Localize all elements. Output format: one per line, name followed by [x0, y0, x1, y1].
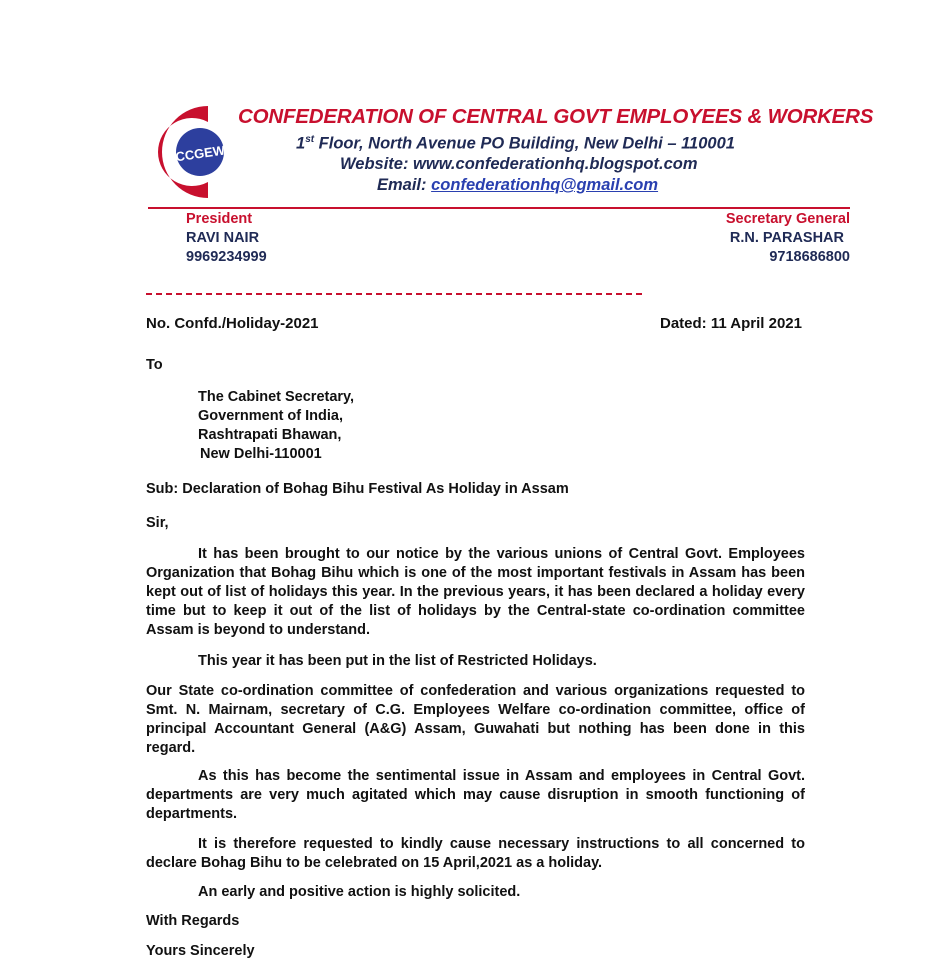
email-label: Email:: [377, 176, 432, 194]
organization-address: [296, 134, 735, 154]
reference-number: No. Confd./Holiday-2021: [146, 315, 319, 332]
subject-line: Sub: Declaration of Bohag Bihu Festival As Holiday in Assam: [146, 481, 569, 497]
letterhead-divider: [148, 207, 850, 209]
address-floor-number: 1: [296, 134, 306, 153]
secretary-general-block: [726, 210, 850, 267]
addressee-line: Rashtrapati Bhawan,: [198, 427, 342, 443]
body-paragraph: This year it has been put in the list of Restricted Holidays.: [198, 653, 597, 669]
logo-text: CCGEW: [174, 142, 226, 165]
secretary-general-role: Secretary General: [725, 211, 850, 227]
body-paragraph: It has been brought to our notice by the various unions of Central Govt. Employees Organization that Bohag Bihu which is one of the most important festivals in Assam has been kept out of list of holidays this year. In the previous years, it has been declared a holiday every time but to keep it out of the list of holidays by the Central-state co-ordination committee Assam is beyond to understand.: [146, 546, 805, 638]
address-text: Floor, North Avenue PO Building, New Delhi – 110001: [314, 134, 735, 153]
organization-logo: [148, 102, 244, 202]
organization-website[interactable]: Website: www.confederationhq.blogspot.com: [340, 155, 698, 173]
to-label: To: [146, 357, 163, 373]
addressee-line: Government of India,: [198, 408, 344, 424]
body-paragraph: An early and positive action is highly solicited.: [198, 884, 521, 900]
salutation: Sir,: [146, 515, 169, 531]
president-role: President: [186, 211, 253, 227]
president-block: [186, 210, 267, 267]
letter-date: Dated: 11 April 2021: [659, 315, 802, 332]
dashed-divider: [146, 293, 642, 295]
organization-email: [377, 176, 658, 195]
closing-sincerely: Yours Sincerely: [146, 943, 255, 959]
body-paragraph: It is therefore requested to kindly cause necessary instructions to all concerned to declare Bohag Bihu to be celebrated on 15 April,2021 as a holiday.: [146, 836, 805, 871]
email-link[interactable]: confederationhq@gmail.com: [431, 176, 659, 194]
addressee-line: The Cabinet Secretary,: [198, 389, 355, 405]
secretary-general-phone: 9718686800: [769, 249, 850, 265]
addressee-block: [198, 388, 354, 464]
president-phone: 9969234999: [186, 249, 267, 265]
body-paragraph: Our State co-ordination committee of confederation and various organizations requested to Smt. N. Mairnam, secretary of C.G. Employees Welfare co-ordination committee, office of principal Accountant General (A&G) Assam, Guwahati but nothing has been done in this regard.: [146, 683, 805, 756]
ccgew-logo-icon: [148, 102, 244, 202]
secretary-general-name: R.N. PARASHAR: [729, 230, 844, 246]
organization-name: CONFEDERATION OF CENTRAL GOVT EMPLOYEES & WORKERS: [238, 105, 874, 128]
closing-regards: With Regards: [146, 913, 240, 929]
address-floor-suffix: st: [305, 134, 315, 145]
addressee-line: New Delhi-110001: [200, 446, 322, 462]
president-name: RAVI NAIR: [186, 230, 260, 246]
body-paragraph: As this has become the sentimental issue in Assam and employees in Central Govt. departments are very much agitated which may cause disruption in smooth functioning of departments.: [146, 768, 805, 822]
